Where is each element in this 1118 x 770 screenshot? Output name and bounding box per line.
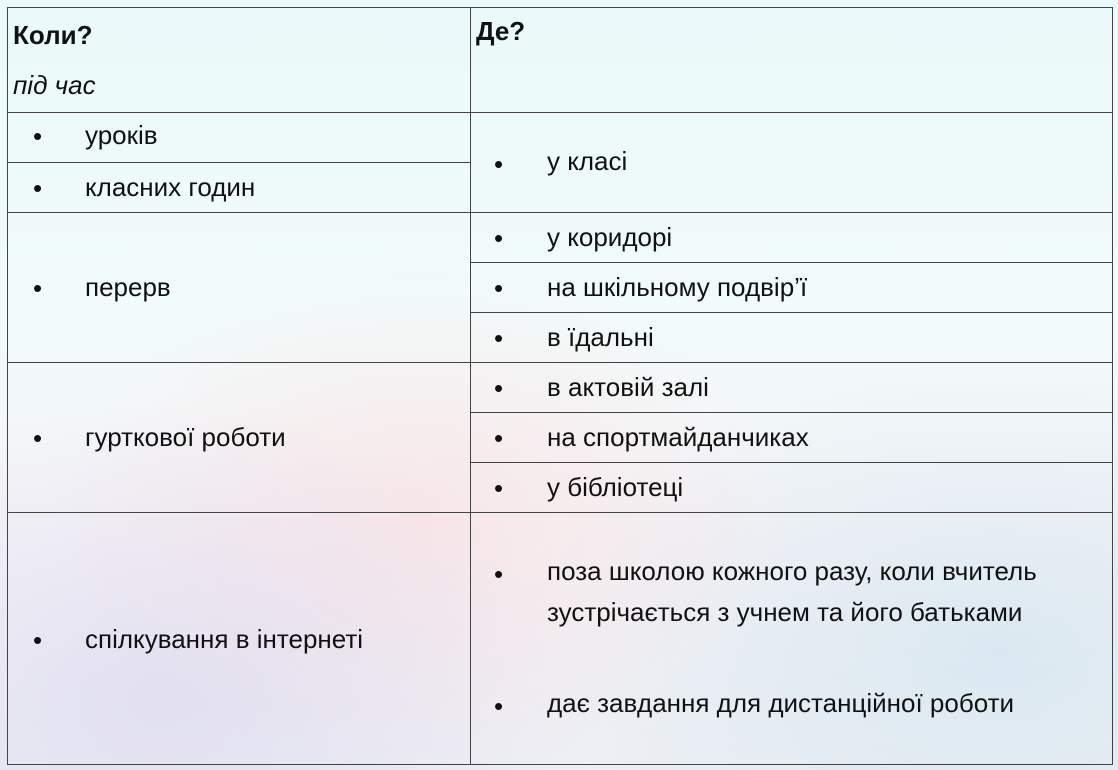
when-sub-text: під час: [13, 70, 96, 100]
header-where-cell: [471, 7, 1113, 113]
right-item-outside: поза школою кожного разу, коли вчитель зустрічається з учнем та його батьками: [547, 556, 1037, 627]
left-row-lessons: [7, 113, 471, 163]
right-item-library: у бібліотеці: [547, 472, 684, 502]
header-where-title: [476, 16, 525, 47]
bullet-icon: •: [33, 121, 43, 151]
right-row-assembly: [471, 363, 1113, 413]
right-item-classroom: у класі: [547, 146, 628, 176]
left-item-clubs: гурткової роботи: [85, 422, 286, 452]
right-item-assembly: в актовій залі: [547, 372, 709, 402]
bullet-icon: •: [494, 423, 504, 453]
right-row-outside: [471, 513, 1113, 765]
right-row-sports: [471, 413, 1113, 463]
header-when-subtitle: [13, 70, 96, 101]
right-item-remote: дає завдання для дистанційної роботи: [547, 688, 1015, 718]
right-item-canteen: в їдальні: [547, 322, 654, 352]
right-item-yard: на шкільному подвір’ї: [547, 272, 808, 302]
left-row-internet: [7, 513, 471, 765]
bullet-icon: •: [494, 273, 504, 303]
bullet-icon: •: [33, 423, 43, 453]
left-row-clubs: [7, 363, 471, 513]
bullet-icon: •: [494, 373, 504, 403]
header-when-cell: [7, 7, 471, 113]
right-row-corridor: [471, 213, 1113, 263]
left-item-lessons: уроків: [85, 120, 158, 150]
right-row-library: [471, 463, 1113, 513]
right-row-classroom: [471, 113, 1113, 213]
left-item-class-hours: класних годин: [85, 172, 256, 202]
bullet-icon: •: [494, 323, 504, 353]
bullet-icon: •: [494, 691, 504, 721]
bullet-icon: •: [494, 473, 504, 503]
bullet-icon: •: [494, 559, 504, 589]
when-title-text: Коли?: [13, 20, 93, 50]
left-item-internet: спілкування в інтернеті: [85, 624, 364, 654]
bullet-icon: •: [33, 625, 43, 655]
right-item-sports: на спортмайданчиках: [547, 422, 809, 452]
left-row-class-hours: [7, 163, 471, 213]
right-item-corridor: у коридорі: [547, 222, 673, 252]
bullet-icon: •: [33, 173, 43, 203]
where-title-text: Де?: [476, 16, 526, 46]
right-row-yard: [471, 263, 1113, 313]
bullet-icon: •: [33, 273, 43, 303]
bullet-icon: •: [494, 223, 504, 253]
right-row-canteen: [471, 313, 1113, 363]
left-item-breaks: перерв: [85, 272, 171, 302]
left-row-breaks: [7, 213, 471, 363]
header-when-title: [13, 20, 93, 51]
bullet-icon: •: [494, 149, 504, 179]
